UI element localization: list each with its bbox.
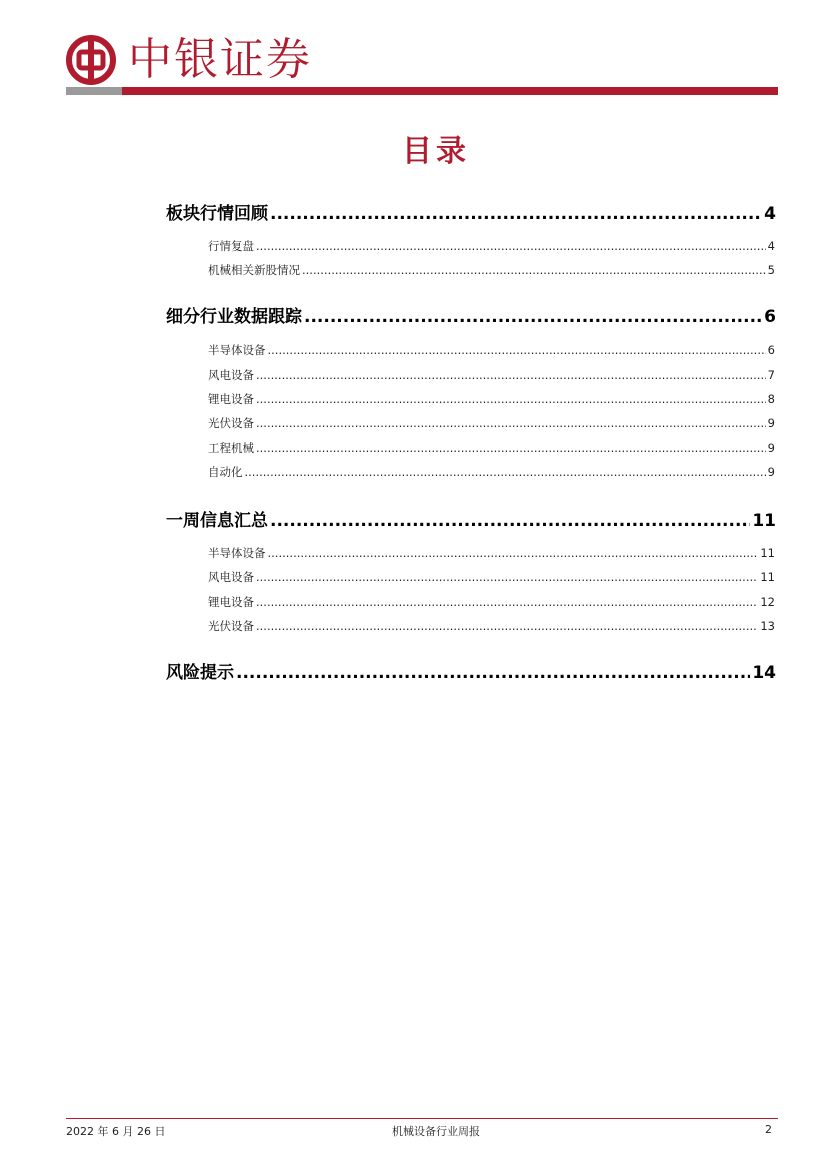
- toc-entry-page: 9: [767, 441, 775, 455]
- toc-entry-page: 11: [752, 511, 776, 531]
- toc-entry-page: 13: [760, 619, 775, 633]
- toc-entry-label: 细分行业数据跟踪: [166, 307, 302, 327]
- toc-entry-page: 4: [764, 204, 776, 224]
- toc-entry[interactable]: [208, 262, 775, 278]
- toc-entry-page: 4: [767, 239, 775, 253]
- toc-entry-page: 7: [767, 368, 775, 382]
- toc-entry-page: 11: [760, 546, 775, 560]
- footer-rule: [66, 1118, 778, 1119]
- toc-entry[interactable]: [166, 199, 776, 224]
- footer-report-name: 机械设备行业周报: [392, 1125, 480, 1138]
- toc-entry-label: 机械相关新股情况: [208, 263, 300, 277]
- toc-entry-label: 板块行情回顾: [166, 204, 268, 224]
- toc-leader-dots: [256, 441, 766, 455]
- toc-entry-page: 6: [767, 343, 775, 357]
- toc-entry[interactable]: [208, 464, 775, 480]
- footer-page-number: 2: [765, 1123, 772, 1136]
- toc-entry-label: 锂电设备: [208, 392, 254, 406]
- toc-leader-dots: [245, 465, 766, 479]
- toc-entry-label: 光伏设备: [208, 619, 254, 633]
- toc-leader-dots: [256, 239, 766, 253]
- toc-leader-dots: [256, 595, 758, 609]
- toc-leader-dots: [256, 368, 766, 382]
- toc-leader-dots: [270, 511, 750, 531]
- toc-entry[interactable]: [208, 367, 775, 383]
- toc-entry-page: 12: [760, 595, 775, 609]
- toc-title: 目录: [402, 134, 470, 169]
- toc-entry-label: 半导体设备: [208, 343, 266, 357]
- footer-date: 2022 年 6 月 26 日: [66, 1125, 166, 1138]
- toc-entry[interactable]: [208, 238, 775, 254]
- toc-entry[interactable]: [208, 391, 775, 407]
- toc-leader-dots: [236, 663, 750, 683]
- toc-entry-label: 自动化: [208, 465, 243, 479]
- toc-leader-dots: [270, 204, 762, 224]
- toc-leader-dots: [256, 570, 758, 584]
- toc-entry[interactable]: [208, 594, 775, 610]
- toc-entry[interactable]: [208, 569, 775, 585]
- toc-leader-dots: [268, 343, 766, 357]
- toc-entry-label: 风电设备: [208, 570, 254, 584]
- toc-entry-page: 8: [767, 392, 775, 406]
- toc-entry-label: 一周信息汇总: [166, 511, 268, 531]
- toc-entry-page: 14: [752, 663, 776, 683]
- toc-leader-dots: [256, 392, 766, 406]
- toc-leader-dots: [304, 307, 762, 327]
- toc-entry-page: 11: [760, 570, 775, 584]
- toc-leader-dots: [268, 546, 759, 560]
- toc-entry[interactable]: [166, 658, 776, 683]
- toc-entry[interactable]: [208, 545, 775, 561]
- toc-entry-page: 9: [767, 465, 775, 479]
- toc-leader-dots: [256, 416, 766, 430]
- toc-entry-page: 6: [764, 307, 776, 327]
- toc-entry-label: 风电设备: [208, 368, 254, 382]
- toc-entry-label: 工程机械: [208, 441, 254, 455]
- toc-entry-label: 风险提示: [166, 663, 234, 683]
- toc-leader-dots: [256, 619, 758, 633]
- header-rule: [66, 87, 778, 95]
- toc-entry[interactable]: [166, 506, 776, 531]
- toc-entry-label: 光伏设备: [208, 416, 254, 430]
- toc-entry[interactable]: [208, 618, 775, 634]
- toc-entry-page: 5: [767, 263, 775, 277]
- toc-entry-page: 9: [767, 416, 775, 430]
- toc-entry[interactable]: [166, 302, 776, 327]
- header-rule-accent: [66, 87, 122, 95]
- toc-leader-dots: [302, 263, 766, 277]
- brand-logo: [66, 34, 312, 86]
- bank-of-china-logo-icon: [66, 35, 116, 85]
- logo-text: 中银证券: [128, 34, 312, 85]
- toc-entry-label: 锂电设备: [208, 595, 254, 609]
- toc-entry-label: 行情复盘: [208, 239, 254, 253]
- toc-entry[interactable]: [208, 342, 775, 358]
- toc-entry-label: 半导体设备: [208, 546, 266, 560]
- toc-entry[interactable]: [208, 440, 775, 456]
- toc-entry[interactable]: [208, 415, 775, 431]
